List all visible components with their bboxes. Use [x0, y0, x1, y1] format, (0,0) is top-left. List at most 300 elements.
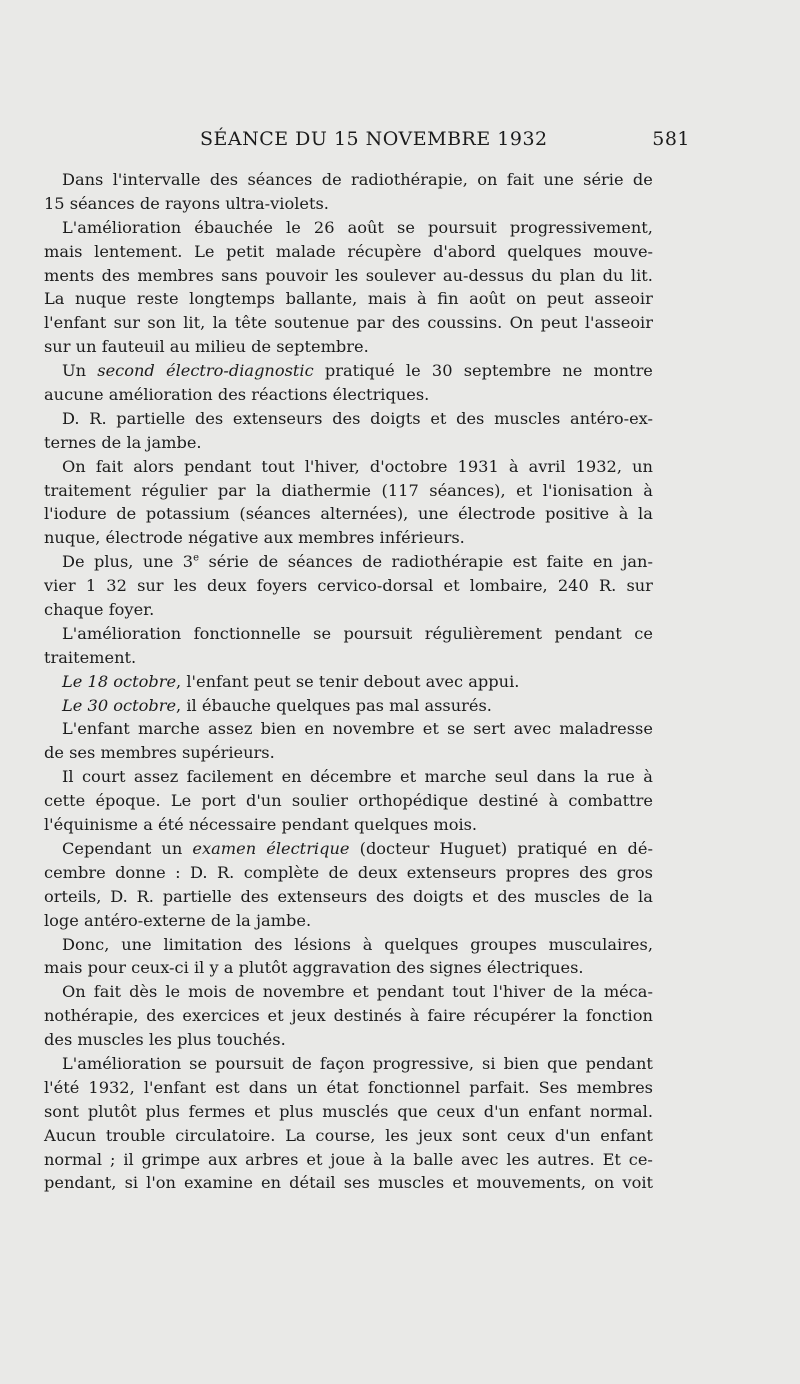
word: des	[456, 408, 485, 428]
word: On	[509, 313, 534, 333]
text-line	[44, 359, 653, 383]
word: nuque	[75, 289, 127, 309]
word: une	[121, 934, 152, 954]
word: l'ionisation	[542, 480, 633, 500]
word: des	[375, 886, 405, 906]
word: fin	[437, 289, 459, 309]
word: mouve-	[593, 241, 653, 261]
word: aux	[208, 1149, 238, 1169]
word: extenseurs	[277, 886, 368, 906]
word: août	[469, 289, 506, 309]
word: des	[396, 958, 425, 978]
word: bien	[260, 719, 297, 739]
word: assez	[208, 719, 253, 739]
word: récupère	[347, 241, 422, 261]
word: et	[472, 886, 489, 906]
word: rayons	[165, 193, 221, 213]
text-line	[44, 526, 653, 550]
word: de	[210, 910, 231, 930]
word: sur	[626, 576, 653, 596]
word: la	[236, 910, 251, 930]
word: se	[295, 671, 314, 691]
text-line	[44, 287, 653, 311]
word: négative	[188, 528, 259, 548]
word: donne	[115, 862, 166, 882]
word: doigts	[370, 408, 421, 428]
word: l'intervalle	[112, 170, 201, 189]
word: l'enfant	[44, 313, 107, 333]
word: des	[497, 886, 526, 906]
word: état	[326, 1077, 359, 1097]
word: de	[101, 432, 122, 452]
word: électrique	[266, 838, 350, 858]
word: extenseurs	[232, 408, 323, 428]
word: L'amélioration	[62, 217, 182, 237]
word: avril	[528, 456, 566, 476]
word: musculaires,	[548, 934, 653, 954]
text-line	[44, 622, 653, 646]
text-line	[44, 502, 653, 526]
word: 26	[313, 217, 335, 237]
word: à	[362, 934, 373, 954]
word: aux	[263, 528, 293, 548]
word: diathermie	[281, 480, 372, 500]
text-line	[44, 550, 653, 574]
word: de	[632, 170, 653, 189]
word: et	[422, 719, 439, 739]
word: une	[543, 170, 574, 189]
word: antéro-externe	[84, 910, 206, 930]
word: radiothérapie	[391, 552, 504, 572]
word: un	[161, 838, 183, 858]
word: Cependant	[62, 838, 152, 858]
text-line	[44, 311, 653, 335]
word: novembre	[332, 719, 415, 739]
word: exercices	[182, 1006, 260, 1026]
word: ébauchée	[194, 217, 273, 237]
word: ceux	[506, 1125, 546, 1145]
word: électriques.	[332, 385, 430, 405]
word: Donc,	[62, 934, 110, 954]
word: quelques	[353, 815, 429, 835]
word: L'enfant	[62, 719, 130, 739]
word: un	[75, 337, 97, 357]
word: 18	[87, 671, 109, 691]
word: il	[193, 958, 205, 978]
word: progressivement,	[509, 217, 653, 237]
word: facilement	[186, 767, 274, 787]
word: maladresse	[559, 719, 653, 739]
word: course,	[315, 1125, 376, 1145]
word: groupes	[470, 934, 537, 954]
word: séances	[69, 193, 135, 213]
word: d'octobre	[369, 456, 448, 476]
word: plutôt	[87, 1101, 137, 1121]
text-line	[44, 168, 653, 192]
word: pendant	[183, 456, 252, 476]
word: septembre	[463, 361, 552, 381]
word: pendant	[376, 982, 445, 1002]
word: d'un	[245, 791, 282, 811]
word: :	[175, 862, 181, 882]
word: deux	[206, 576, 247, 596]
word: muscles	[534, 886, 601, 906]
text-line	[44, 670, 653, 694]
word: l'on	[146, 1173, 176, 1193]
word: de	[44, 743, 64, 763]
word: novembre	[262, 982, 345, 1002]
word: jeux	[291, 1006, 326, 1026]
word: reste	[136, 289, 179, 309]
word: des	[391, 313, 420, 333]
word: il	[186, 695, 197, 715]
word: potassium	[145, 504, 230, 524]
word: l'enfant	[143, 1077, 207, 1097]
word: mais	[44, 958, 83, 978]
word: voit	[622, 1173, 653, 1193]
text-line	[44, 885, 653, 909]
word: à	[409, 1006, 420, 1026]
word: la	[583, 767, 599, 787]
word: peut	[253, 671, 291, 691]
word: soulier	[291, 791, 348, 811]
word: ceux-ci	[131, 958, 189, 978]
word: mais	[367, 289, 407, 309]
word: la	[256, 480, 271, 500]
word: extenseurs	[406, 862, 497, 882]
word: soulever	[365, 265, 436, 285]
word: sans	[221, 265, 258, 285]
word: La	[44, 289, 65, 309]
word: ballante,	[285, 289, 358, 309]
word: la	[390, 1149, 406, 1169]
word: fonctionnelle	[193, 623, 301, 643]
text-line	[44, 1171, 653, 1195]
word: du	[602, 265, 624, 285]
word: inférieurs.	[379, 528, 465, 548]
word: des	[194, 408, 224, 428]
word: jan-	[622, 552, 653, 572]
word: plus	[145, 1101, 180, 1121]
word: traitement.	[44, 647, 137, 667]
text-line	[44, 1100, 653, 1124]
text-line	[44, 574, 653, 598]
word: radiothérapie,	[351, 170, 468, 189]
word: amélioration	[108, 385, 213, 405]
word: des	[240, 886, 269, 906]
word: jeux	[418, 1125, 453, 1145]
word: ments	[44, 265, 95, 285]
word: 1	[85, 576, 97, 596]
word: l'enfant	[186, 671, 249, 691]
word: de	[553, 982, 573, 1002]
word: mois.	[433, 815, 478, 835]
word: se	[447, 719, 465, 739]
word: façon	[319, 1053, 365, 1073]
word: les	[335, 265, 359, 285]
word: plus	[177, 1030, 212, 1050]
word: rue	[607, 767, 635, 787]
word: De	[62, 552, 85, 572]
word: tenir	[318, 671, 359, 691]
word: la	[580, 982, 596, 1002]
word: membres	[576, 1077, 653, 1097]
word: le	[165, 982, 181, 1002]
word: quelques	[507, 241, 582, 261]
word: les	[173, 576, 197, 596]
word: des	[217, 385, 247, 405]
word: sont	[462, 1125, 498, 1145]
word: et	[400, 767, 417, 787]
word: jambe.	[256, 910, 312, 930]
text-line	[44, 909, 653, 933]
word: si	[482, 1053, 496, 1073]
word: ce-	[628, 1149, 653, 1169]
word: époque.	[95, 791, 161, 811]
word: second	[97, 361, 155, 381]
word: mouvements,	[476, 1173, 587, 1193]
word: à	[372, 1149, 383, 1169]
word: se	[397, 217, 415, 237]
word: des	[146, 1006, 175, 1026]
word: ne	[562, 361, 583, 381]
word: doigts	[413, 886, 464, 906]
word: les	[148, 1030, 172, 1050]
word: à	[618, 504, 629, 524]
word: la	[638, 886, 653, 906]
text-line	[44, 1028, 653, 1052]
word: et	[452, 1173, 469, 1193]
word: debout	[363, 671, 421, 691]
word: combattre	[568, 791, 653, 811]
page-number: 581	[652, 128, 690, 150]
word: 1932,	[88, 1077, 135, 1097]
word: son	[147, 313, 176, 333]
word: alors	[133, 456, 174, 476]
word: normal	[44, 1149, 103, 1169]
word: l'iodure	[44, 504, 107, 524]
word: examine	[184, 1173, 253, 1193]
word: 30	[87, 695, 109, 715]
word: membres	[298, 528, 375, 548]
word: des	[254, 934, 283, 954]
word: lésions	[294, 934, 351, 954]
word: octobre,	[113, 695, 182, 715]
word: lombaire,	[469, 576, 548, 596]
word: partielle	[116, 408, 186, 428]
word: du	[531, 265, 553, 285]
word: tout	[261, 456, 295, 476]
word: lit,	[183, 313, 206, 333]
word: fait	[93, 982, 122, 1002]
word: tête	[234, 313, 267, 333]
word: R.	[89, 408, 107, 428]
text-line	[44, 1052, 653, 1076]
word: par	[217, 480, 246, 500]
word: l'asseoir	[584, 313, 653, 333]
word: muscles	[378, 1173, 445, 1193]
word: de	[251, 337, 272, 357]
word: série	[583, 170, 624, 189]
word: On	[62, 982, 86, 1002]
word: un	[296, 1077, 318, 1097]
word: cembre	[44, 862, 106, 882]
word: dans	[248, 1077, 288, 1097]
text-line	[44, 694, 653, 718]
word: que	[397, 1101, 428, 1121]
word: 3e	[182, 552, 200, 572]
word: réactions	[251, 385, 328, 405]
word: grimpe	[141, 1149, 201, 1169]
word: milieu	[195, 337, 246, 357]
word: la	[212, 313, 228, 333]
word: cette	[44, 791, 86, 811]
word: on	[516, 289, 537, 309]
word: asseoir	[594, 289, 653, 309]
word: sont	[44, 1101, 79, 1121]
word: pendant	[585, 1053, 653, 1073]
text-line	[44, 956, 653, 980]
word: sert	[473, 719, 506, 739]
word: décembre	[310, 767, 392, 787]
word: à	[548, 791, 559, 811]
word: (117	[381, 480, 419, 500]
word: 32	[106, 576, 127, 596]
word: joue	[330, 1149, 366, 1169]
word: supérieurs.	[181, 743, 275, 763]
word: en	[281, 767, 302, 787]
word: R.	[598, 576, 617, 596]
word: enfant	[528, 1101, 581, 1121]
word: nécessaire	[188, 815, 277, 835]
word: sur	[137, 576, 164, 596]
word: une	[417, 504, 449, 524]
word: d'abord	[433, 241, 496, 261]
word: avec	[513, 719, 552, 739]
word: régulièrement	[424, 623, 542, 643]
text-line	[44, 455, 653, 479]
word: des	[579, 862, 608, 882]
text-line	[44, 598, 653, 622]
word: de	[139, 193, 160, 213]
word: poursuit	[215, 1053, 284, 1073]
word: que	[547, 1053, 578, 1073]
word: en	[592, 552, 613, 572]
word: deux	[357, 862, 398, 882]
word: progressive,	[372, 1053, 474, 1073]
word: la	[563, 1006, 578, 1026]
word: au	[169, 337, 190, 357]
word: avec	[425, 671, 464, 691]
word: en	[261, 1173, 282, 1193]
text-line	[44, 837, 653, 861]
word: récupérer	[473, 1006, 556, 1026]
word: parfait.	[469, 1077, 530, 1097]
word: malade	[275, 241, 336, 261]
word: et	[267, 1006, 284, 1026]
word: le	[286, 217, 301, 237]
word: normal.	[589, 1101, 653, 1121]
word: traitement	[44, 480, 132, 500]
word: électrode	[458, 504, 536, 524]
word: fonction	[585, 1006, 653, 1026]
word: 30	[431, 361, 453, 381]
word: ;	[109, 1149, 116, 1169]
word: les	[385, 1125, 409, 1145]
word: ses	[343, 1173, 370, 1193]
word: septembre.	[276, 337, 369, 357]
word: port	[201, 791, 236, 811]
text-line	[44, 1148, 653, 1172]
word: Huguet)	[439, 838, 508, 858]
word: marche	[424, 767, 487, 787]
word: (séances	[239, 504, 311, 524]
word: trouble	[105, 1125, 166, 1145]
word: positive	[545, 504, 610, 524]
word: dès	[129, 982, 158, 1002]
text-line	[44, 407, 653, 431]
word: bien	[503, 1053, 540, 1073]
word: de	[328, 862, 349, 882]
word: le	[405, 361, 421, 381]
word: fermes	[188, 1101, 246, 1121]
word: pas	[355, 695, 384, 715]
word: pour	[87, 958, 126, 978]
word: pouvoir	[265, 265, 328, 285]
word: de	[258, 552, 279, 572]
word: d'un	[483, 1101, 520, 1121]
word: électro-diagnostic	[166, 361, 314, 381]
word: aucune	[44, 385, 104, 405]
word: membres	[137, 265, 214, 285]
word: L'amélioration	[62, 1053, 182, 1073]
word: est	[215, 1077, 240, 1097]
word: il	[123, 1149, 134, 1169]
text-line	[44, 861, 653, 885]
word: jambe.	[146, 432, 202, 452]
word: Le	[62, 695, 83, 715]
word: muscles	[77, 1030, 144, 1050]
word: musclés	[322, 1101, 389, 1121]
word: se	[189, 1053, 208, 1073]
word: d'un	[554, 1125, 591, 1145]
word: destinés	[333, 1006, 402, 1026]
word: mal	[389, 695, 420, 715]
text-line	[44, 933, 653, 957]
text-line	[44, 813, 653, 837]
word: tout	[452, 982, 486, 1002]
word: on	[477, 170, 498, 189]
word: assez	[133, 767, 179, 787]
word: électriques.	[486, 958, 584, 978]
word: ses	[69, 743, 96, 763]
word: des	[332, 408, 361, 428]
text-line	[44, 192, 653, 216]
text-line	[44, 717, 653, 741]
word: Et	[602, 1149, 621, 1169]
word: à	[417, 289, 427, 309]
word: D.	[189, 862, 208, 882]
word: se	[313, 623, 332, 643]
word: chaque	[44, 600, 104, 620]
word: marche	[138, 719, 200, 739]
word: méca-	[603, 982, 653, 1002]
word: pendant,	[44, 1173, 117, 1193]
word: poursuit	[428, 217, 497, 237]
text-line	[44, 1004, 653, 1028]
word: ce	[634, 623, 653, 643]
text-line	[44, 216, 653, 240]
